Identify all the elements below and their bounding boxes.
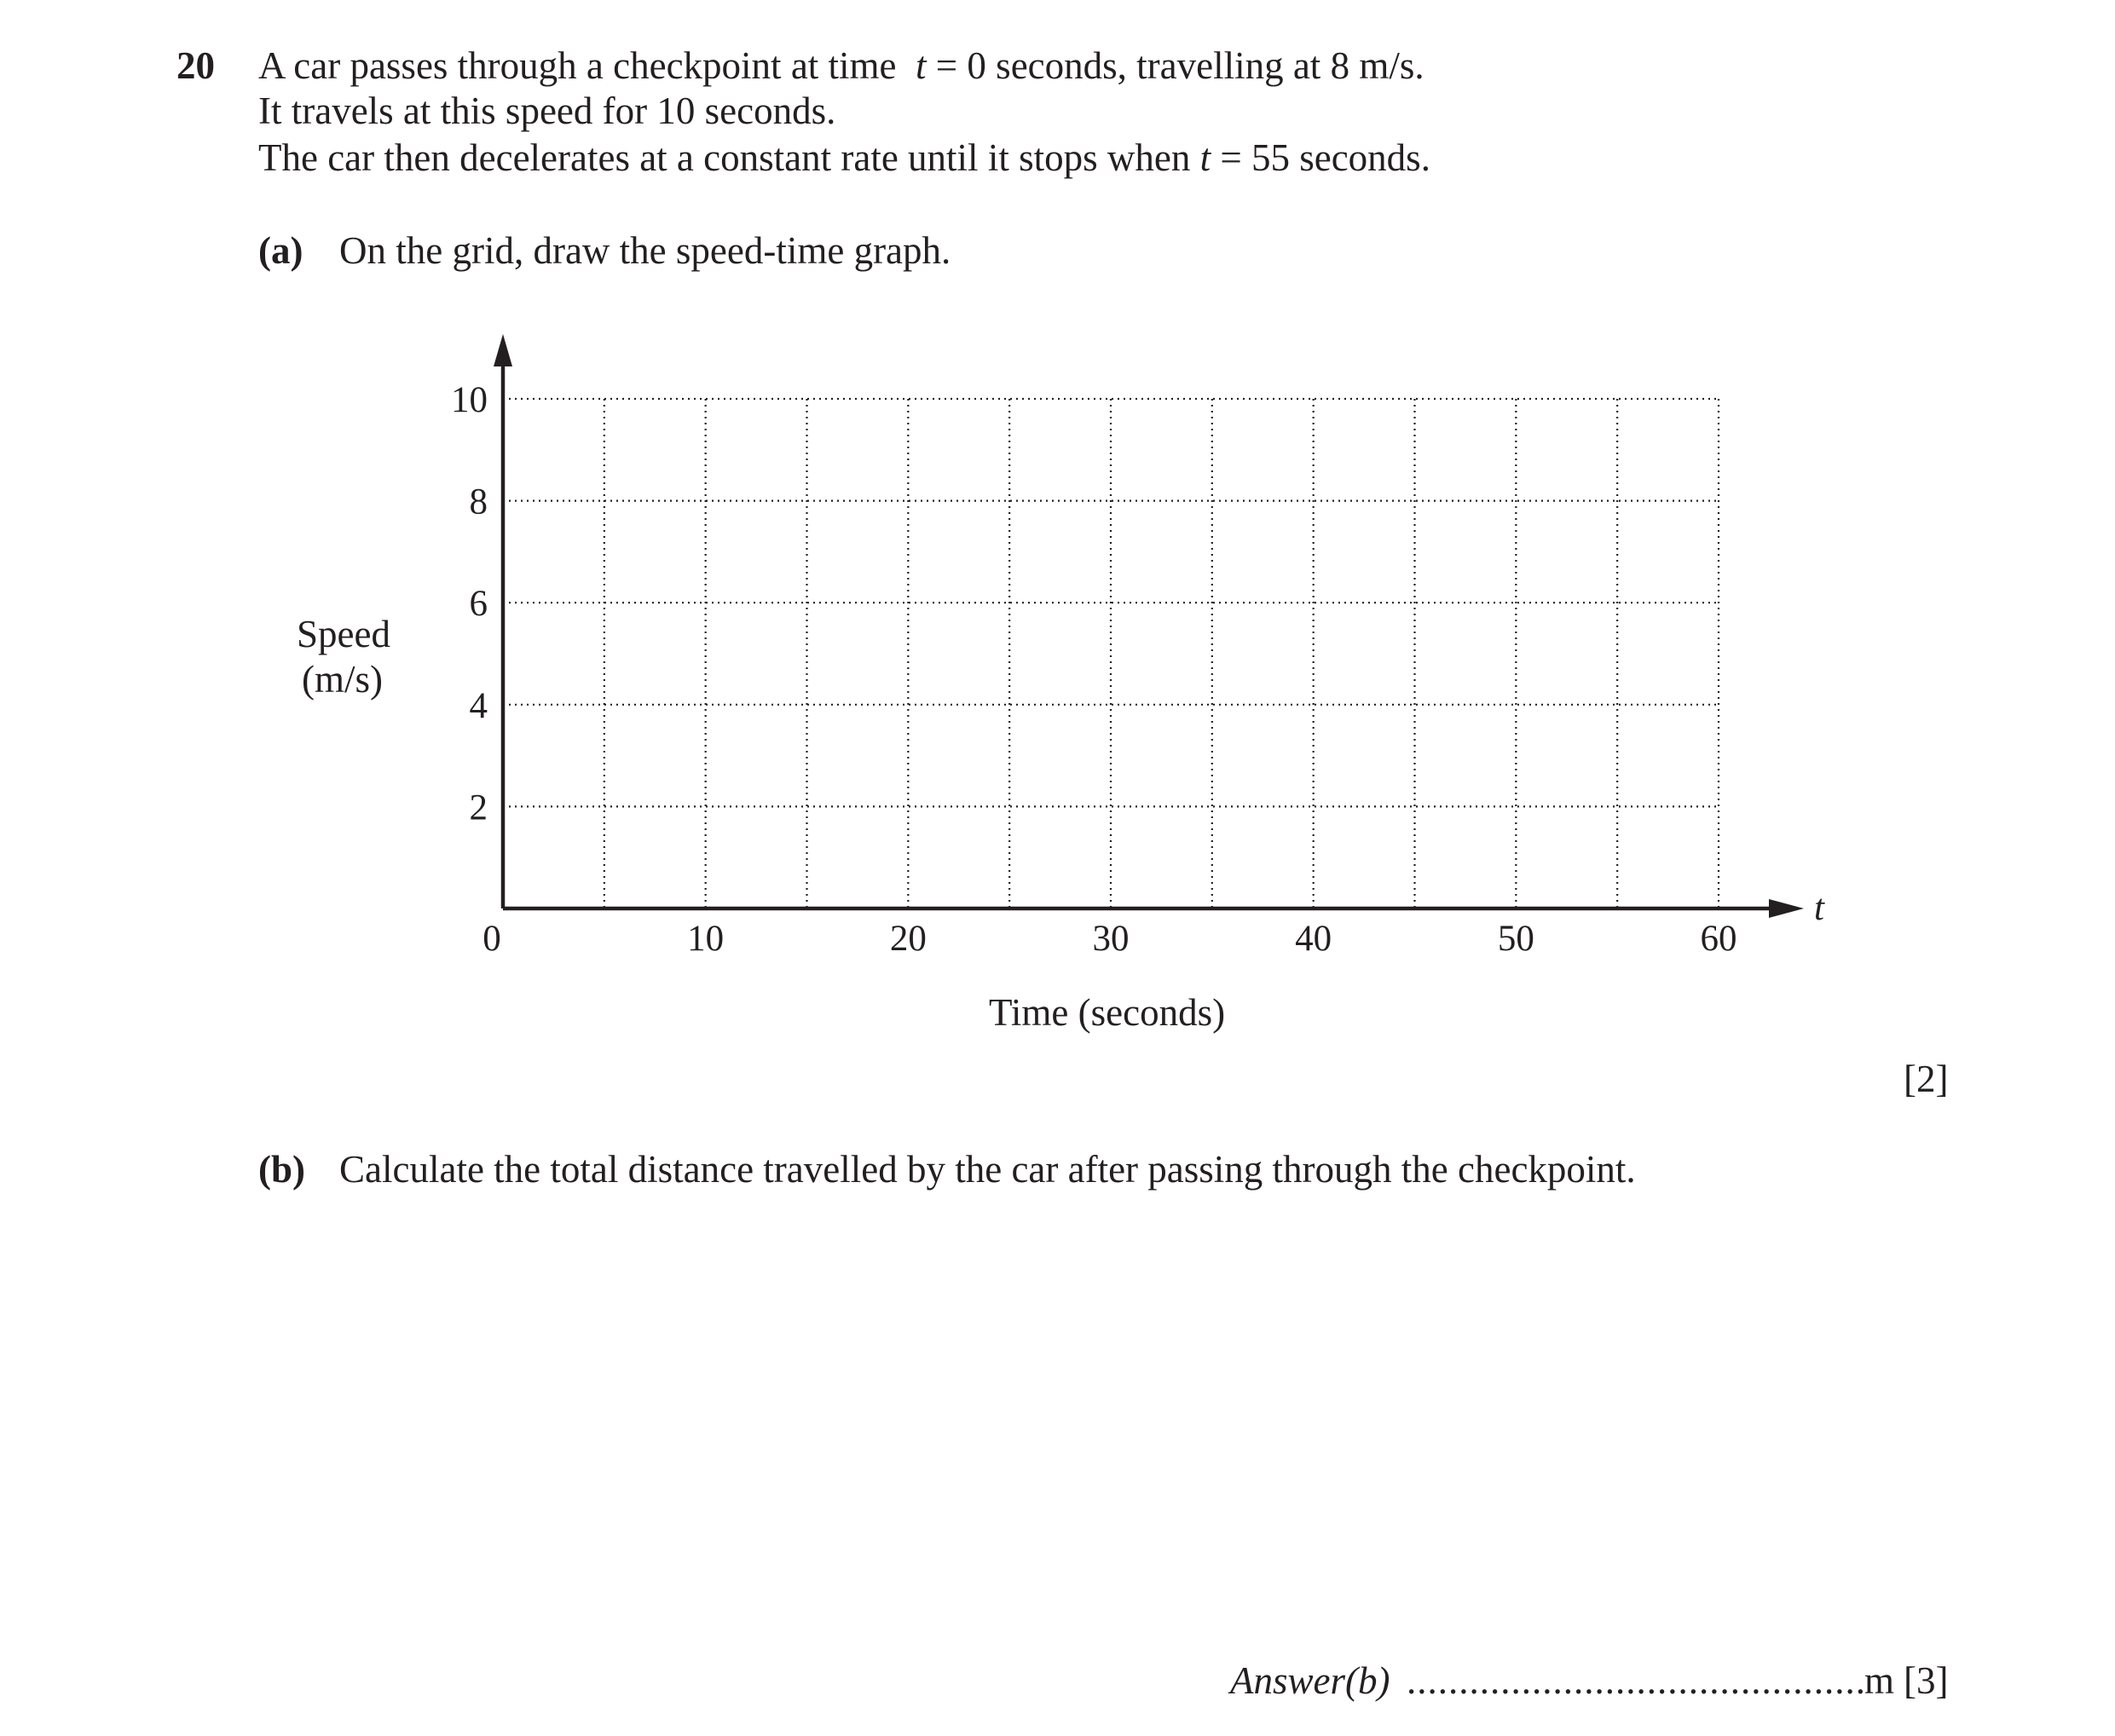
part-b-text: Calculate the total distance travelled by the car after passing through the checkpoint. <box>339 1148 1636 1191</box>
x-axis-variable: t <box>1814 888 1824 928</box>
question-line-3-end: = 55 seconds. <box>1220 136 1430 179</box>
x-tick-label: 10 <box>687 919 725 959</box>
question-line-1-end: = 0 seconds, travelling at 8 m/s. <box>935 44 1424 87</box>
x-tick-label: 0 <box>483 919 501 959</box>
x-tick-label: 50 <box>1497 919 1534 959</box>
y-axis-label-line-1: Speed <box>297 613 390 655</box>
time-variable: t <box>1199 136 1211 179</box>
x-tick-label: 60 <box>1700 919 1737 959</box>
y-tick-label: 10 <box>451 380 488 420</box>
y-tick-label: 4 <box>469 685 488 726</box>
part-b-label: (b) <box>258 1148 305 1191</box>
answer-b-unit: m <box>1864 1659 1895 1702</box>
y-tick-label: 6 <box>469 584 488 625</box>
x-axis-arrowhead <box>1769 899 1804 918</box>
question-line-2: It travels at this speed for 10 seconds. <box>258 89 836 132</box>
part-a-marks: [2] <box>1904 1058 1949 1100</box>
y-tick-label: 8 <box>469 482 488 522</box>
question-line-3-text: The car then decelerates at a constant rate until it stops when <box>258 136 1191 179</box>
x-tick-label: 20 <box>889 919 927 959</box>
answer-b-label: Answer(b) <box>1230 1659 1390 1702</box>
y-axis-arrowhead <box>494 334 512 366</box>
x-tick-label: 30 <box>1092 919 1130 959</box>
x-axis-label: Time (seconds) <box>989 991 1226 1034</box>
x-tick-label: 40 <box>1295 919 1332 959</box>
answer-b-field[interactable]: ............................................ <box>1407 1659 1866 1702</box>
y-axis-label-line-2: (m/s) <box>302 658 383 701</box>
y-tick-label: 2 <box>469 787 488 828</box>
part-a-label: (a) <box>258 229 303 272</box>
question-number: 20 <box>176 44 215 87</box>
question-line-1-text: A car passes through a checkpoint at time <box>258 44 897 87</box>
time-variable: t <box>916 44 927 87</box>
part-b-marks: [3] <box>1904 1659 1949 1702</box>
part-a-text: On the grid, draw the speed-time graph. <box>339 229 951 272</box>
